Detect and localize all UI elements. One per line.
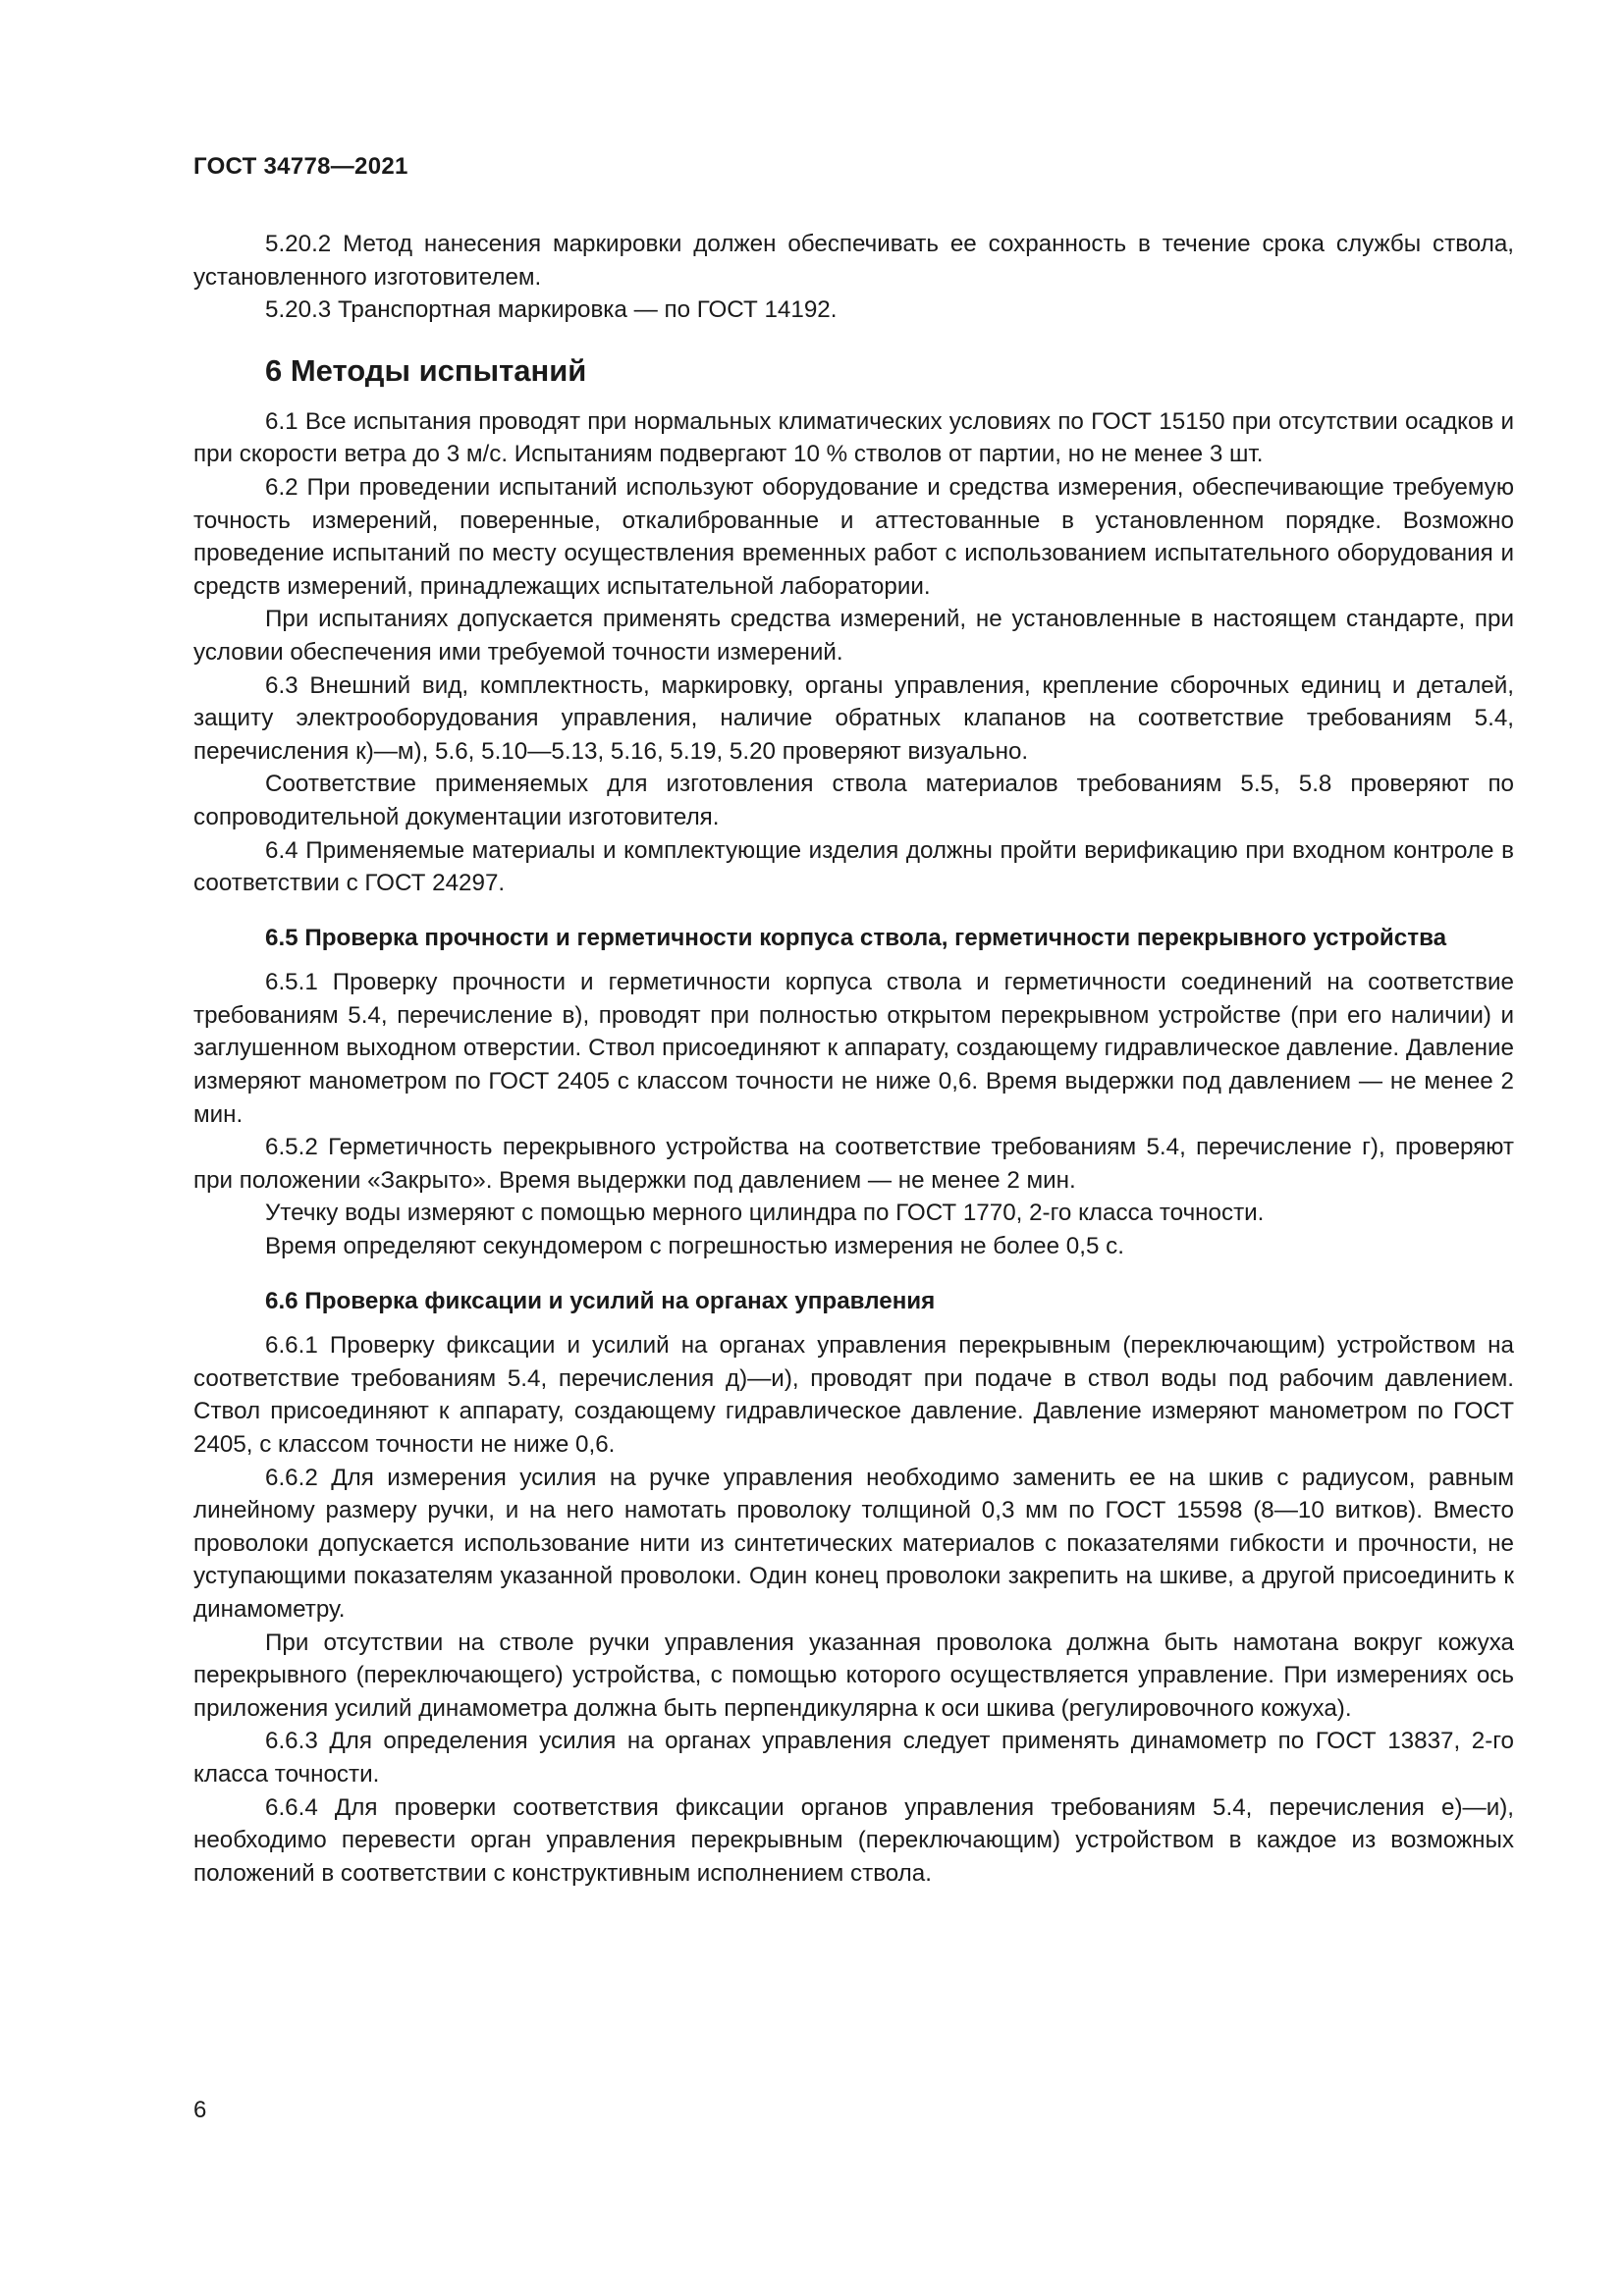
- section-6-heading: 6 Методы испытаний: [265, 352, 587, 388]
- page-number: 6: [193, 2097, 207, 2123]
- paragraph-6-2-continued: При испытаниях допускается применять средства измерений, не установленные в настоящем стандарте, при условии обеспечения ими требуемой точности измерений.: [193, 606, 1514, 666]
- paragraph-6-5-2-time: Время определяют секундомером с погрешностью измерения не более 0,5 с.: [265, 1233, 1124, 1260]
- document-header: ГОСТ 34778—2021: [193, 153, 408, 180]
- paragraph-6-6-2: 6.6.2 Для измерения усилия на ручке управления необходимо заменить ее на шкив с радиусом, равным линейному размеру ручки, и на него намотать проволоку толщиной 0,3 мм по ГОСТ 15598 (8—10 витков). Вместо проволоки допускается использование нити из синтетических материалов с показателями гибкости и прочности, не уступающими показателям указанной проволоки. Один конец проволоки закрепить на шкиве, а другой присоединить к динамометру.: [193, 1464, 1514, 1623]
- paragraph-6-6-1: 6.6.1 Проверку фиксации и усилий на органах управления перекрывным (переключающим) устройством на соответствие требованиям 5.4, перечисления д)—и), проводят при подаче в ствол воды под рабочим давлением. Ствол присоединяют к аппарату, создающему гидравлическое давление. Давление измеряют манометром по ГОСТ 2405, с классом точности не ниже 0,6.: [193, 1332, 1514, 1458]
- page-content: [193, 228, 1514, 1890]
- paragraph-5-20-2: 5.20.2 Метод нанесения маркировки должен обеспечивать ее сохранность в течение срока службы ствола, установленного изготовителем.: [193, 231, 1514, 291]
- paragraph-6-6-3: 6.6.3 Для определения усилия на органах управления следует применять динамометр по ГОСТ 13837, 2-го класса точности.: [193, 1728, 1514, 1788]
- paragraph-6-6-4: 6.6.4 Для проверки соответствия фиксации органов управления требованиям 5.4, перечисления е)—и), необходимо перевести орган управления перекрывным (переключающим) устройством в каждое из возможных положений в соответствии с конструктивным исполнением ствола.: [193, 1793, 1514, 1887]
- paragraph-5-20-3: 5.20.3 Транспортная маркировка — по ГОСТ 14192.: [265, 296, 838, 324]
- paragraph-6-5-2: 6.5.2 Герметичность перекрывного устройства на соответствие требованиям 5.4, перечисление г), проверяют при положении «Закрыто». Время выдержки под давлением — не менее 2 мин.: [193, 1134, 1514, 1194]
- paragraph-6-5-1: 6.5.1 Проверку прочности и герметичности корпуса ствола и герметичности соединений на соответствие требованиям 5.4, перечисление в), проводят при полностью открытом перекрывном устройстве (при его наличии) и заглушенном выходном отверстии. Ствол присоединяют к аппарату, создающему гидравлическое давление. Давление измеряют манометром по ГОСТ 2405 с классом точности не ниже 0,6. Время выдержки под давлением — не менее 2 мин.: [193, 969, 1514, 1128]
- paragraph-6-6-2-continued: При отсутствии на стволе ручки управления указанная проволока должна быть намотана вокруг кожуха перекрывного (переключающего) устройства, с помощью которого осуществляется управление. При измерениях ось приложения усилий динамометра должна быть перпендикулярна к оси шкива (регулировочного кожуха).: [193, 1629, 1514, 1722]
- paragraph-6-2: 6.2 При проведении испытаний используют оборудование и средства измерения, обеспечивающие требуемую точность измерений, поверенные, откалиброванные и аттестованные в установленном порядке. Возможно проведение испытаний по месту осуществления временных работ с использованием испытательного оборудования и средств измерений, принадлежащих испытательной лаборатории.: [193, 473, 1514, 600]
- paragraph-6-3: 6.3 Внешний вид, комплектность, маркировку, органы управления, крепление сборочных единиц и деталей, защиту электрооборудования управления, наличие обратных клапанов на соответствие требованиям 5.4, перечисления к)—м), 5.6, 5.10—5.13, 5.16, 5.19, 5.20 проверяют визуально.: [193, 671, 1514, 765]
- paragraph-6-1: 6.1 Все испытания проводят при нормальных климатических условиях по ГОСТ 15150 при отсутствии осадков и при скорости ветра до 3 м/с. Испытаниям подвергают 10 % стволов от партии, но не менее 3 шт.: [193, 407, 1514, 468]
- paragraph-6-5-2-leak: Утечку воды измеряют с помощью мерного цилиндра по ГОСТ 1770, 2-го класса точности.: [265, 1200, 1265, 1227]
- paragraph-6-4: 6.4 Применяемые материалы и комплектующие изделия должны пройти верификацию при входном контроле в соответствии с ГОСТ 24297.: [193, 836, 1514, 897]
- section-6-6-heading: 6.6 Проверка фиксации и усилий на органах управления: [265, 1287, 936, 1314]
- section-6-5-heading: 6.5 Проверка прочности и герметичности корпуса ствола, герметичности перекрывного устройства: [265, 924, 1447, 951]
- paragraph-6-3-continued: Соответствие применяемых для изготовления ствола материалов требованиям 5.5, 5.8 проверяют по сопроводительной документации изготовителя.: [193, 771, 1514, 830]
